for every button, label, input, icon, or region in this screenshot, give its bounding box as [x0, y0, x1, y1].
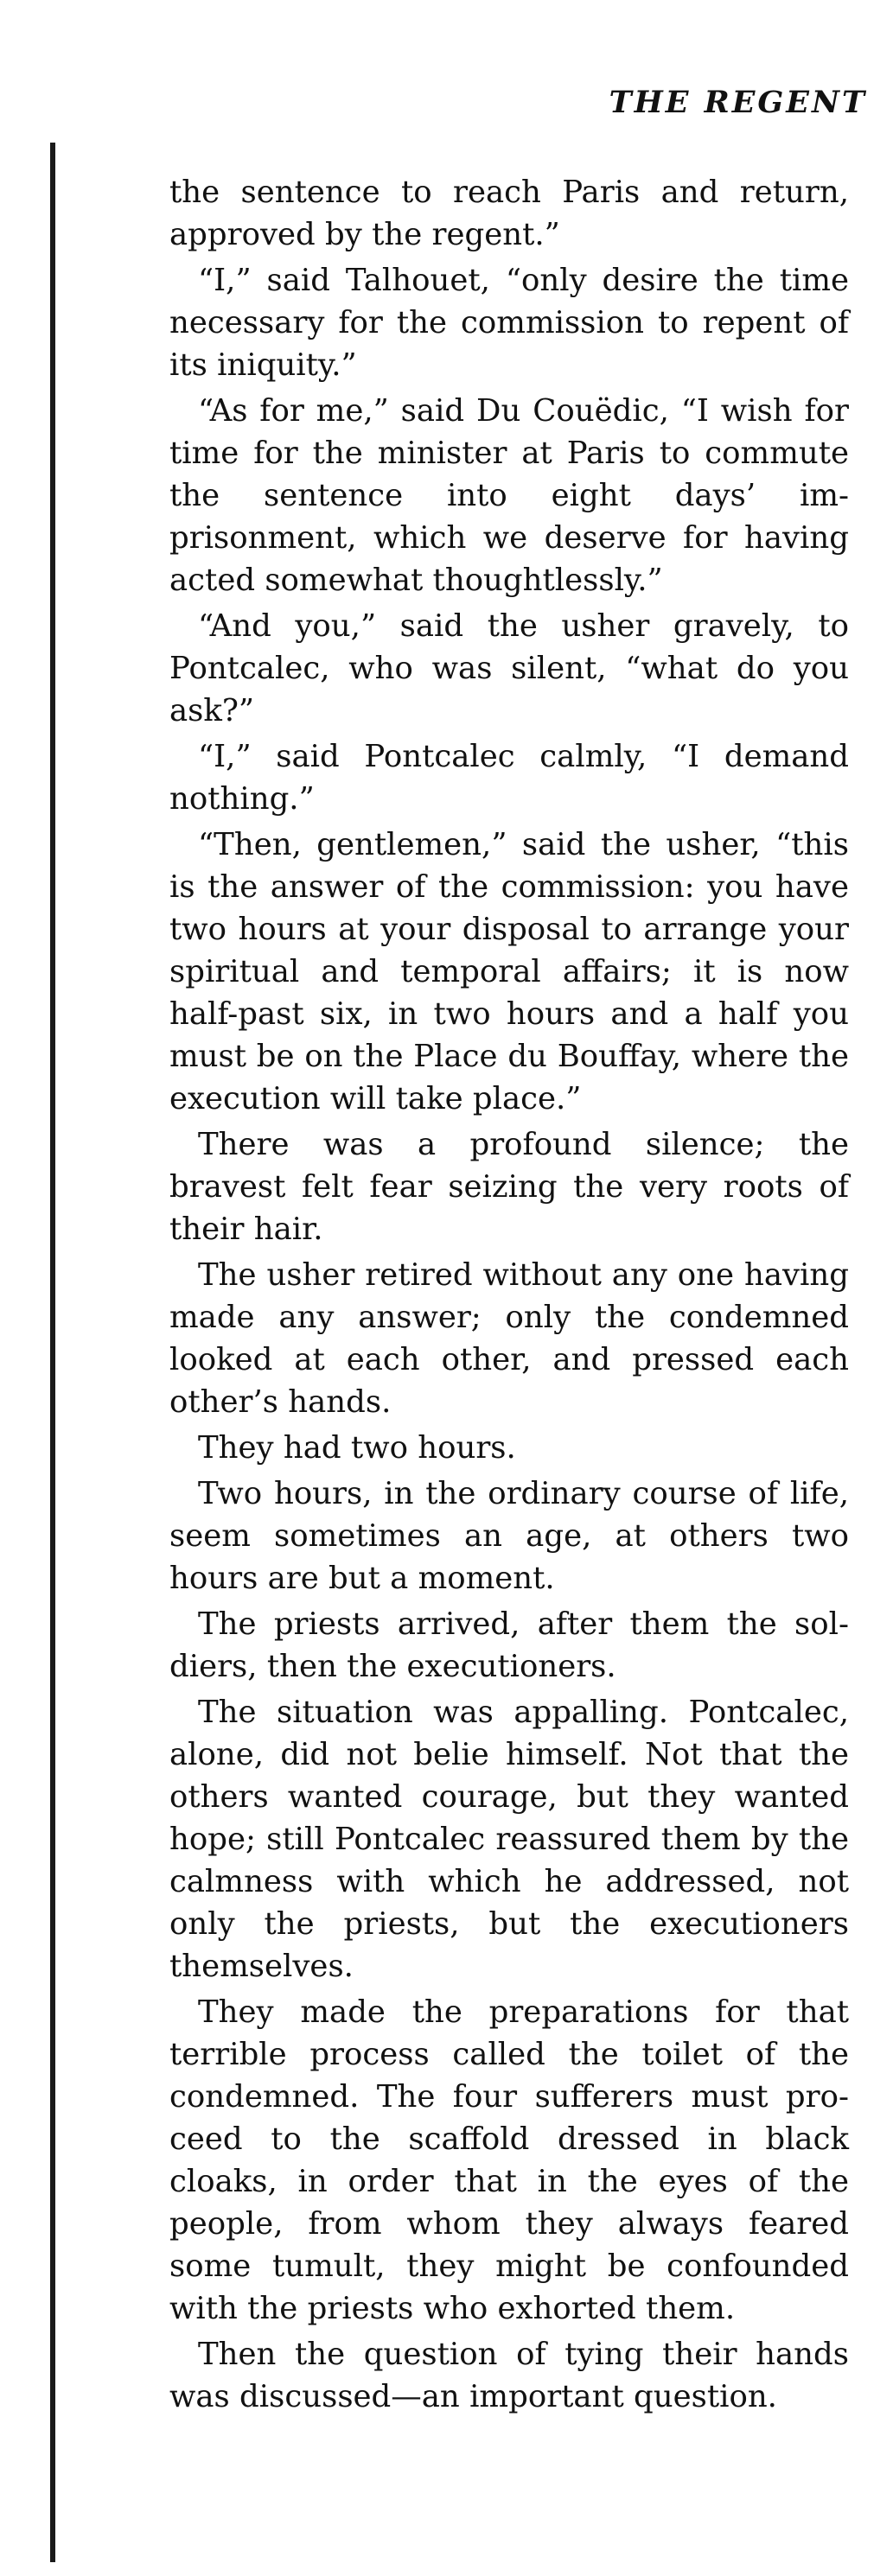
margin-rule — [50, 143, 55, 2562]
paragraph: Then the question of tying their hands was discussed—an important question. — [169, 2337, 849, 2414]
paragraph: The usher retired without any one having made any answer; only the condemned looked at each other, and pressed each other’s hands. — [169, 1257, 849, 1420]
paragraph: The priests arrived, after them the soldiers, then the executioners. — [169, 1606, 849, 1684]
paragraph: “I,” said Pontcalec calmly, “I demand nothing.” — [169, 739, 849, 817]
paragraph: Two hours, in the ordinary course of life, seem sometimes an age, at others two hours are but a moment. — [169, 1476, 849, 1596]
paragraph: “As for me,” said Du Couëdic, “I wish for time for the minister at Paris to commute the sentence into eight days’ imprisonment, which we deserve for having acted somewhat thoughtlessly.” — [169, 393, 849, 598]
paragraph: They had two hours. — [198, 1430, 516, 1466]
paragraph: There was a profound silence; the bravest felt fear seizing the very roots of their hair. — [169, 1127, 849, 1247]
paragraph: They made the preparations for that terrible process called the toilet of the condemned. The four sufferers must proceed to the scaffold dressed in black cloaks, in order that in the eyes of the people, from whom they always feared some tumult, they might be confounded with the priests who exhorted them. — [169, 1994, 849, 2326]
running-header: THE REGENT — [609, 85, 867, 120]
body-text — [169, 171, 849, 2421]
paragraph: “I,” said Talhouet, “only desire the time necessary for the commission to repent of its iniquity.” — [169, 263, 849, 383]
paragraph: the sentence to reach Paris and return, approved by the regent.” — [169, 175, 849, 252]
paragraph: “Then, gentlemen,” said the usher, “this is the answer of the commission: you have two hours at your disposal to arrange your spiritual and temporal affairs; it is now half-past six, in two hours and a half you must be on the Place du Bouffay, where the execution will take place.” — [169, 827, 849, 1116]
paragraph: “And you,” said the usher gravely, to Pontcalec, who was silent, “what do you ask?” — [169, 608, 849, 728]
paragraph: The situation was appalling. Pontcalec, alone, did not belie himself. Not that the others wanted courage, but they wanted hope; still Pontcalec reassured them by the calmness with which he addressed, not only the priests, but the executioners themselves. — [169, 1695, 849, 1984]
